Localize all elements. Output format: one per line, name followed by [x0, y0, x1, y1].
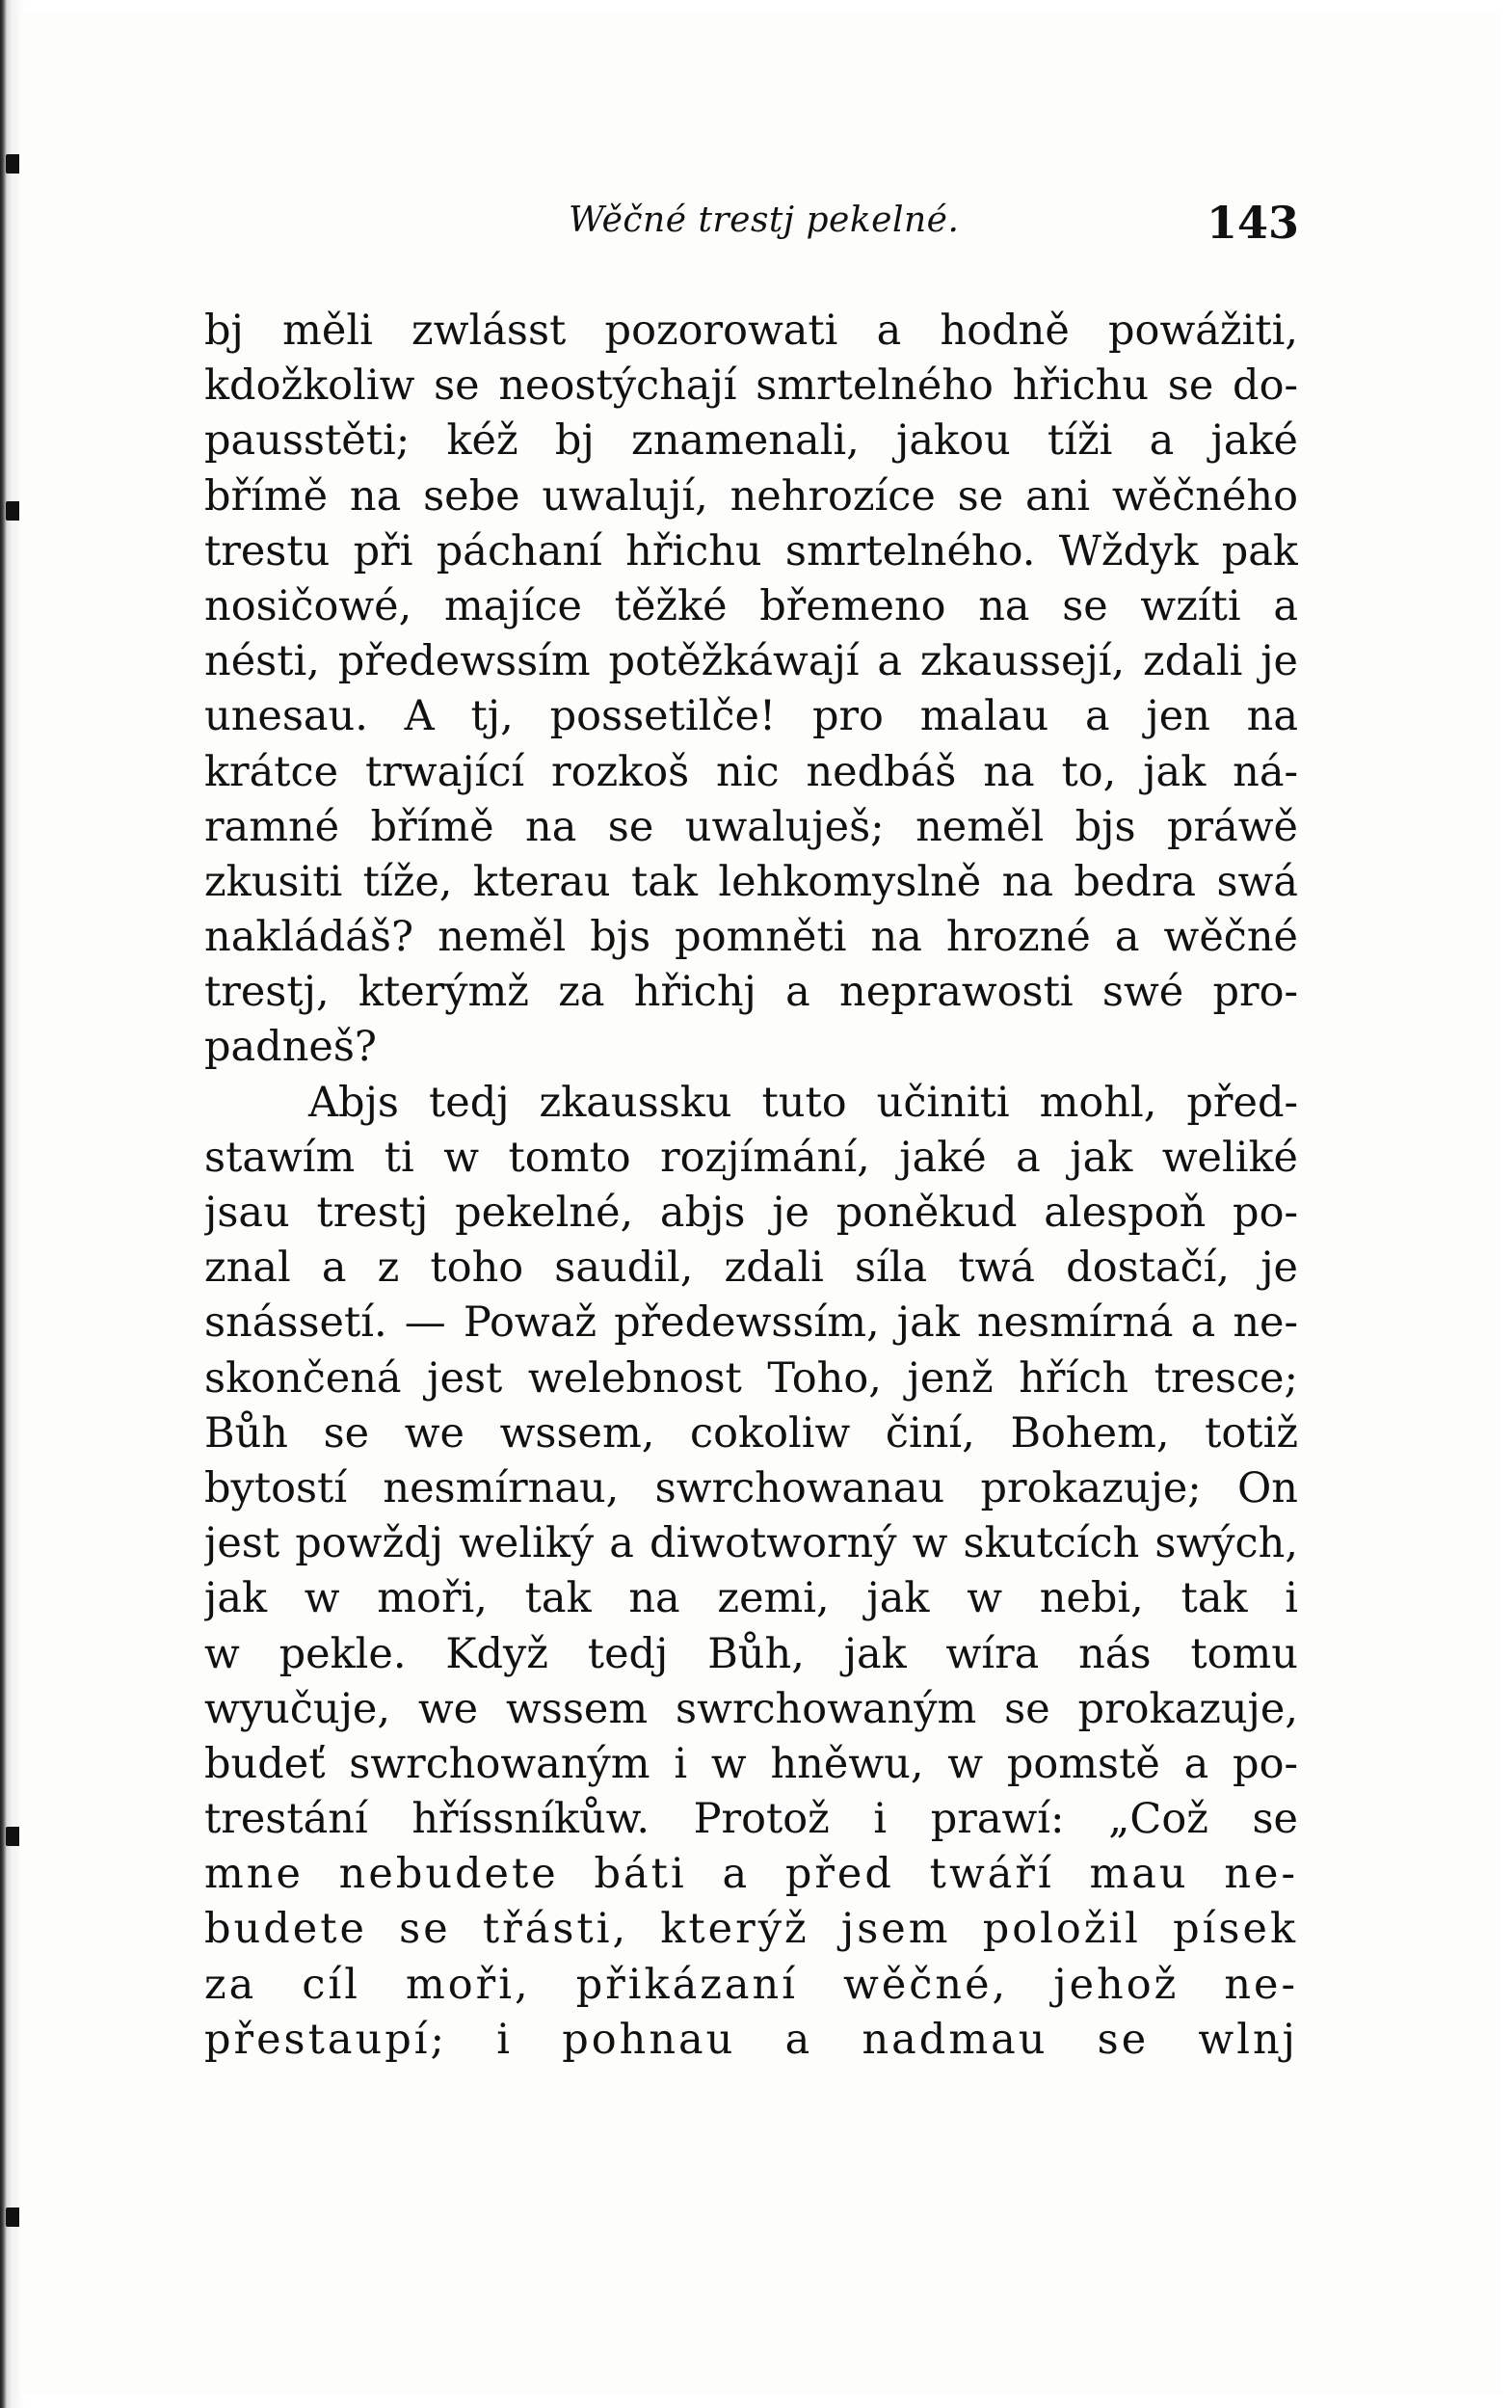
text-line: jak w moři, tak na zemi, jak w nebi, tak i	[204, 1574, 1298, 1623]
text-line: skončená jest welebnost Toho, jenž hřích tresce;	[204, 1353, 1298, 1403]
text-line: trestu při páchaní hřichu smrtelného. Wždyk pak	[204, 526, 1298, 575]
quoted-text-line: mne nebudete báti a před twáří mau ne-	[204, 1850, 1298, 1899]
text-line: stawím ti w tomto rozjímání, jaké a jak weliké	[204, 1133, 1298, 1182]
page-header	[193, 197, 1311, 258]
text-line: kdožkoliw se neostýchají smrtelného hřichu se do-	[204, 361, 1298, 411]
text-line: ramné břímě na se uwaluješ; neměl bjs práwě	[204, 802, 1298, 851]
text-line: bytostí nesmírnau, swrchowanau prokazuje; On	[204, 1463, 1298, 1512]
text-line: trestj, kterýmž za hřichj a neprawosti swé pro-	[204, 968, 1298, 1017]
text-line: jest powždj weliký a diwotworný w skutcích swých,	[204, 1519, 1298, 1568]
text-line: břímě na sebe uwalují, nehrozíce se ani wěčného	[204, 471, 1298, 521]
text-line: snássetí. — Powaž předewssím, jak nesmírná a ne-	[204, 1298, 1298, 1348]
body-text	[204, 304, 1298, 2068]
text-line: zkusiti tíže, kterau tak lehkomyslně na bedra swá	[204, 857, 1298, 906]
text-line: nakládáš? neměl bjs pomněti na hrozné a wěčné	[204, 913, 1298, 962]
text-line: w pekle. Když tedj Bůh, jak wíra nás tomu	[204, 1629, 1298, 1678]
text-line: Bůh se we wssem, cokoliw činí, Bohem, totiž	[204, 1408, 1298, 1458]
text-line: nosičowé, majíce těžké břemeno na se wzíti a	[204, 581, 1298, 630]
text-line: trestání hříssníkůw. Protož i prawí: „Což se	[204, 1795, 1298, 1844]
text-line: budeť swrchowaným i w hněwu, w pomstě a po-	[204, 1739, 1298, 1788]
text-line: wyučuje, we wssem swrchowaným se prokazuje,	[204, 1684, 1298, 1733]
paragraph-start-line: Abjs tedj zkaussku tuto učiniti mohl, před-	[308, 1078, 1298, 1127]
paragraph-end-line: padneš?	[204, 1023, 377, 1072]
text-line: unesau. A tj, possetilče! pro malau a jen na	[204, 692, 1298, 741]
running-head: Wěčné trestj pekelné.	[569, 201, 960, 240]
text-line: jsau trestj pekelné, abjs je poněkud alespoň po-	[204, 1189, 1298, 1237]
text-line: bj měli zwlásst pozorowati a hodně powážiti,	[204, 307, 1298, 355]
page-number: 143	[1206, 197, 1299, 249]
quoted-text-line: přestaupí; i pohnau a nadmau se wlnj	[204, 2015, 1298, 2064]
text-line: pausstěti; kéž bj znamenali, jakou tíži a jaké	[204, 416, 1298, 466]
text-line: krátce trwající rozkoš nic nedbáš na to, jak ná-	[204, 747, 1298, 796]
quoted-text-line: budete se třásti, kterýž jsem položil písek	[204, 1905, 1298, 1954]
text-line: nésti, předewssím potěžkáwají a zkaussejí, zdali je	[204, 637, 1298, 686]
quoted-text-line: za cíl moři, přikázaní wěčné, jehož ne-	[204, 1960, 1298, 2009]
text-line: znal a z toho saudil, zdali síla twá dostačí, je	[204, 1244, 1298, 1293]
